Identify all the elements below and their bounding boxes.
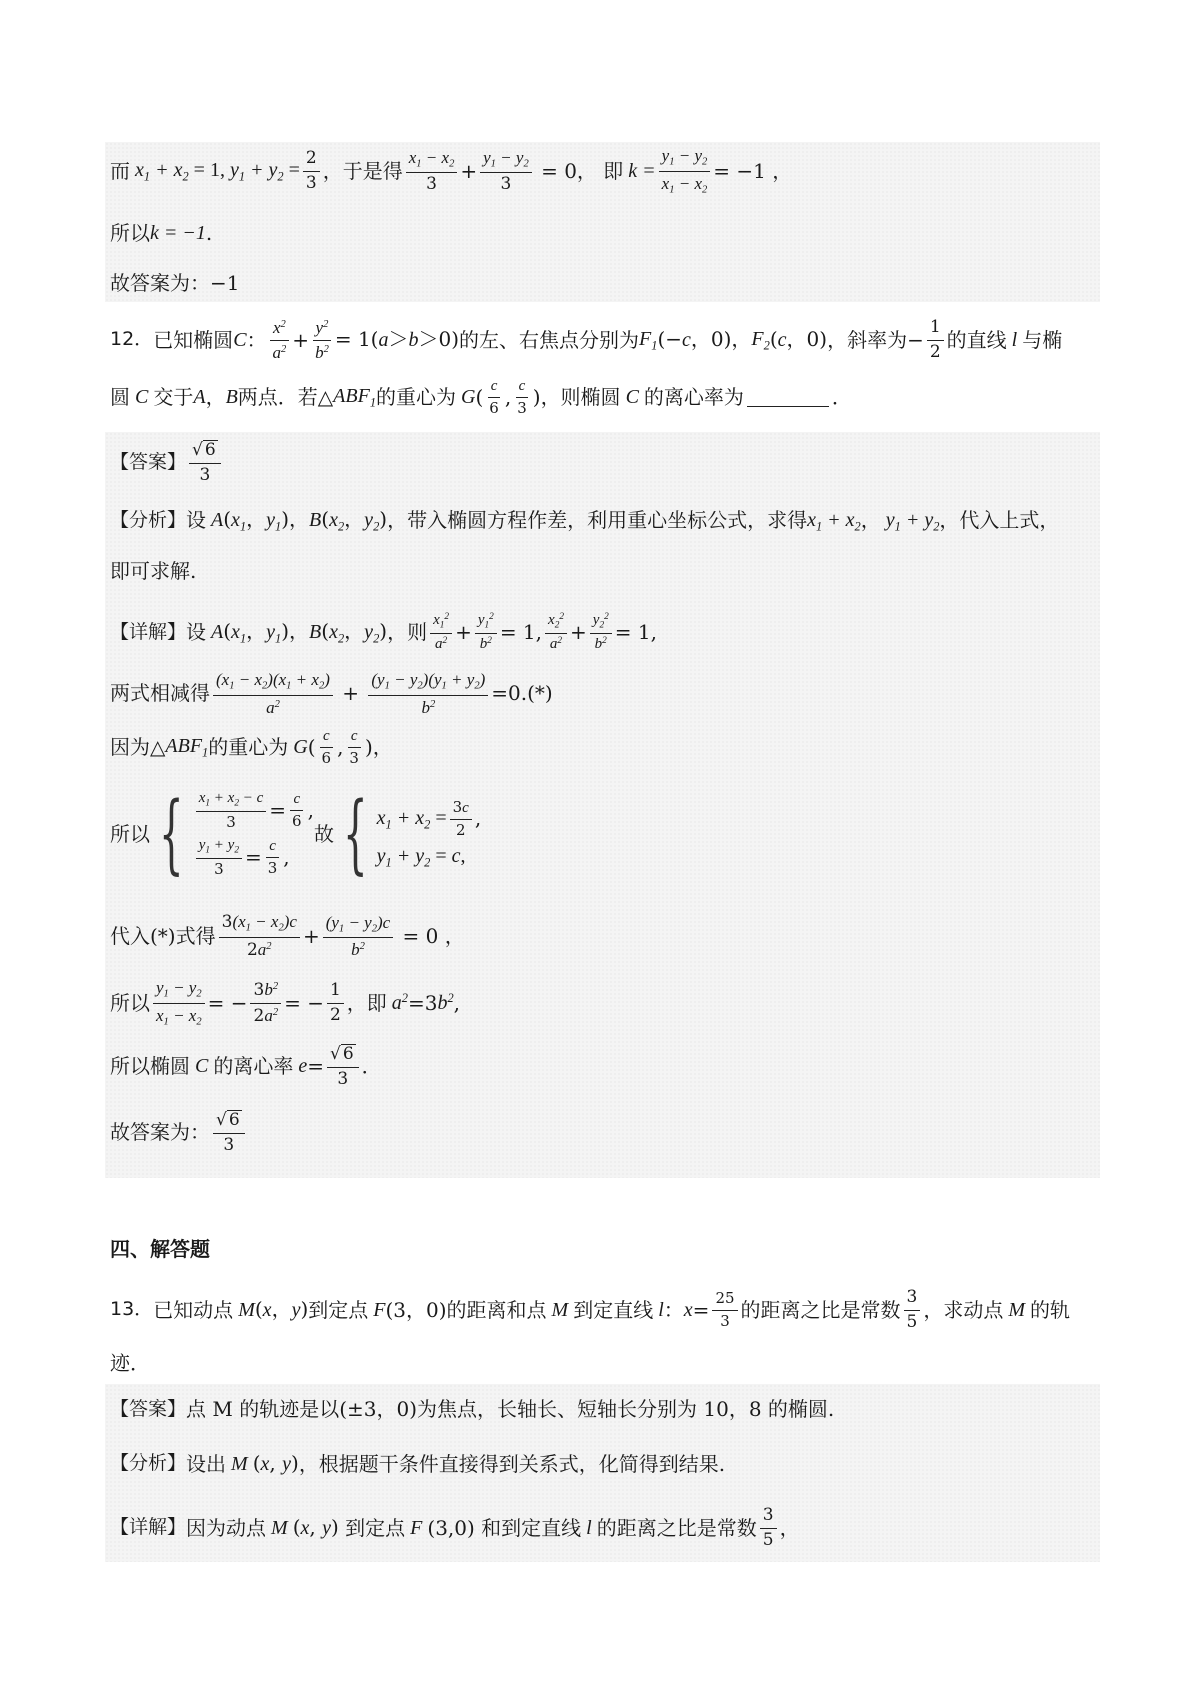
fraction: $x_2^2$ $a^2$ — [545, 612, 567, 653]
q11-line-3: 故答案为： −1 — [110, 271, 240, 295]
fraction: $\frac{√ 6}{3}$ — [327, 1044, 359, 1089]
q12-detail-5: 代入(*)式得 $3(x_1 - x_2)c$ $2a^2$ + $\frac{(y_1 - y_2)c}{b^2}$ = 0 ， — [110, 912, 465, 960]
answer-blank — [747, 388, 829, 407]
q12-analysis-2: 即可求解. — [110, 559, 197, 583]
fraction: $\frac{(y_1 - y_2)c}{b^2}$ — [323, 913, 394, 960]
fraction: 3 5 — [904, 1288, 921, 1332]
q13-analysis: 【分析】 设出 M (x, y) ，根据题干条件直接得到关系式，化简得到结果. — [110, 1451, 726, 1476]
fraction: $\frac{y^2}{b^2}$ — [312, 318, 332, 362]
fraction: c 6 — [321, 728, 332, 768]
sum-condition: $x_1 + x_2 = 1$, $y_1 + y_2$ = — [130, 159, 300, 184]
q12-detail-7: 所以椭圆 C 的离心率 e = $\frac{√ 6}{3}$ ． — [110, 1044, 382, 1089]
fraction: $x_1^2$ $a^2$ — [430, 612, 452, 653]
fraction: √ 6 3 — [189, 440, 221, 485]
fraction: √ 6 3 — [213, 1110, 245, 1155]
q11-line-2: 所以 k = −1 . — [110, 221, 213, 245]
fraction: $\frac{y_1 - y_2}{x_1 - x_2}$ — [153, 978, 205, 1029]
equation-system: { $\frac{x_1 + x_2 - c}{3}$ = $\frac{c}{6}$ , $\frac{y_1 + y_2}{3}$ = $\frac{c}{3}$ , — [159, 784, 314, 885]
fraction: $\frac{(y_1 - y_2)(y_1 + y_2)}{b^2}$ — [368, 670, 488, 717]
fraction: $x^2$ $a^2$ — [270, 318, 290, 362]
fraction: c 6 — [489, 378, 499, 418]
q12-analysis-1: 【分析】 设 A ($x_1$，$y_1$)， B ($x_2$，$y_2$) ，带入椭圆方程作差，利用重心坐标公式，求得 $x_1 + x_2$ ， $y_1 + y_2$ ，代入上式， — [110, 507, 1060, 534]
fraction: $\frac{1}{2}$ — [327, 981, 344, 1025]
fraction: $\frac{y_1 - y_2}{3}$ — [480, 148, 532, 195]
section-heading: 四、解答题 — [110, 1237, 210, 1261]
fraction: $(x_1 - x_2)(x_1 + x_2)$ $a^2$ — [213, 670, 333, 717]
fraction: $\frac{y_2^2}{b^2}$ — [590, 612, 612, 653]
fraction: c 3 — [349, 728, 359, 768]
q12-stem-line-1: 12． 已知椭圆 C ： $x^2$ $a^2$ + $\frac{y^2}{b^2}$ = 1(a＞b＞0) 的左、右焦点分别为 $F_1$ (−c，0)， $F_2$ (c，0) ，斜率为 − $\frac{1}{2}$ 的直线 l 与椭 — [110, 317, 1063, 362]
fraction: 3 5 — [760, 1506, 777, 1550]
q13-stem-line-1: 13． 已知动点 M (x，y) 到定点 F (3，0) 的距离和点 M 到定直线 l ： x = $\frac{25}{3}$ 的距离之比是常数 3 5 ，求动点 M 的轨 — [110, 1287, 1071, 1332]
q12-detail-4: 所以 { $\frac{x_1 + x_2 - c}{3}$ = $\frac{c}{6}$ , $\frac{y_1 + y_2}{3}$ = $\frac{c}{3}$ , 故 { $x_1 + x_2$ = $\frac{3c}{2}$ , $y_1 + y_2 = c$, — [110, 784, 482, 885]
q12-answer: 【答案】 √ 6 3 — [110, 440, 224, 485]
fraction: $\frac{2}{3}$ — [303, 149, 320, 193]
q12-detail-1: 【详解】 设 A ($x_1$，$y_1$)， B ($x_2$，$y_2$) ，则 $x_1^2$ $a^2$ + $\frac{y_1^2}{b^2}$ = 1, $x_2^2$ $a^2$ + $\frac{y_2^2}{b^2}$ = 1, — [110, 612, 657, 653]
fraction: $\frac{3b^2}{2a^2}$ — [250, 980, 281, 1026]
q11-line-1: 而 $x_1 + x_2 = 1$, $y_1 + y_2$ = $\frac{2}{3}$ ，于是得 $x_1 - x_2$ 3 + $\frac{y_1 - y_2}{3}$ = 0 ， 即 k = $\frac{y_1 - y_2}{x_1 - x_2}$ = −1 ， — [110, 146, 793, 196]
q12-detail-8: 故答案为： √ 6 3 — [110, 1110, 248, 1155]
fraction: $3(x_1 - x_2)c$ $2a^2$ — [219, 912, 300, 960]
q12-detail-2: 两式相减得 $(x_1 - x_2)(x_1 + x_2)$ $a^2$ + $\frac{(y_1 - y_2)(y_1 + y_2)}{b^2}$ =0.(*) — [110, 670, 553, 717]
q12-detail-6: 所以 $\frac{y_1 - y_2}{x_1 - x_2}$ = − $\frac{3b^2}{2a^2}$ = − $\frac{1}{2}$ ，即 $a^2$ =3 $b^2$ , — [110, 978, 461, 1028]
q12-stem-line-2: 圆 C 交于 A ， B 两点．若 △ $ABF_1$ 的重心为 G ( c 6 , c 3 ) ，则椭圆 C 的离心率为 ． — [110, 378, 852, 418]
q13-stem-line-2: 迹． — [110, 1351, 150, 1375]
q12-detail-3: 因为 △ $ABF_1$ 的重心为 G ( c 6 , c 3 ) ， — [110, 728, 393, 768]
equation-system: { $x_1 + x_2$ = $\frac{3c}{2}$ , $y_1 + y_2 = c$, — [342, 784, 482, 885]
fraction: $\frac{25}{3}$ — [712, 1290, 737, 1330]
q13-detail: 【详解】 因为动点 M (x, y) 到定点 F (3,0) 和到定直线 l 的距离之比是常数 3 5 ， — [110, 1505, 800, 1550]
fraction: $\frac{1}{2}$ — [927, 318, 944, 362]
fraction: $x_1 - x_2$ 3 — [406, 148, 458, 195]
q13-answer: 【答案】 点 M 的轨迹是以(±3，0)为焦点，长轴长、短轴长分别为 10，8 的椭圆. — [110, 1397, 835, 1421]
fraction: c 3 — [517, 378, 527, 418]
fraction: $\frac{y_1 - y_2}{x_1 - x_2}$ — [659, 146, 711, 197]
fraction: $\frac{y_1^2}{b^2}$ — [475, 612, 497, 653]
